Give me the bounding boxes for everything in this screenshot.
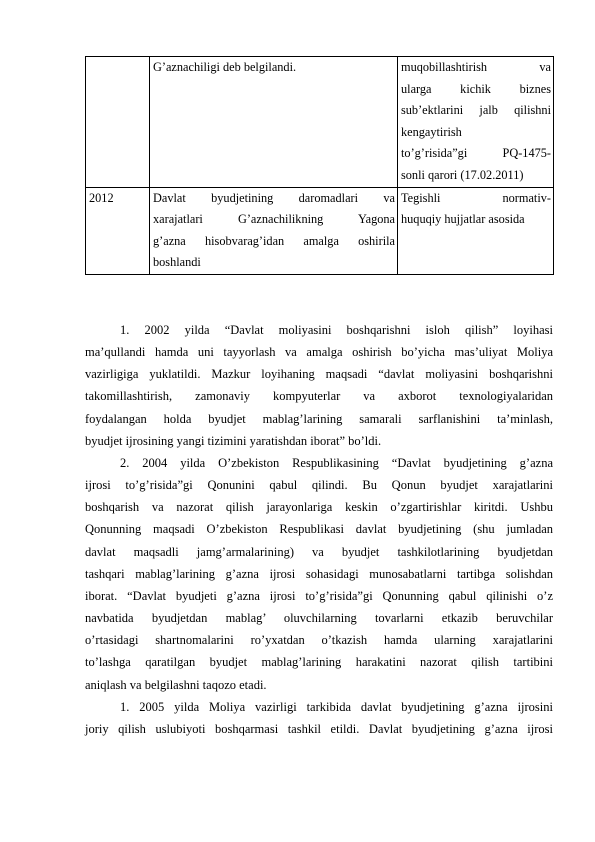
table-row (86, 57, 554, 188)
event-cell (150, 187, 398, 274)
text-line: 1. 2002 yilda “Davlat moliyasini boshqarishni isloh qilish” loyihasi (120, 323, 553, 337)
paragraph-2004-law (85, 452, 553, 696)
cell-line: to’g’risida”gi PQ-1475- (401, 146, 551, 161)
text-line: iborat. “Davlat byudjeti g’azna ijrosi to’g’risida”gi Qonunning qabul qilinishi o’z (85, 588, 553, 603)
text-line: boshqarish va nazorat qilish jarayonlariga keskin o’zgartirishlar kiritdi. Ushbu (85, 500, 553, 515)
year-cell (86, 57, 150, 188)
text-line: foydalangan holda byudjet mablag’larining samarali sarflanishini ta’minlash, (85, 411, 553, 426)
cell-line: xarajatlari G’aznachilikning Yagona (153, 212, 395, 227)
basis-cell (398, 187, 554, 274)
cell-line: boshlandi (153, 255, 201, 270)
body-text (85, 319, 553, 740)
text-line: Qonunning maqsadi O’zbekiston Respublikasi davlat byudjetining (shu jumladan (85, 522, 553, 537)
cell-line: G’aznachiligi deb belgilandi. (153, 60, 297, 74)
year-cell: 2012 (86, 187, 150, 274)
cell-line: sub’ektlarini jalb qilishni (401, 103, 551, 118)
text-line: to’lashga qaratilgan byudjet mablag’larining harakatini nazorat qilish tartibini (85, 655, 553, 670)
text-line: aniqlash va belgilashni taqozo etadi. (85, 677, 267, 692)
cell-line: g’azna hisobvarag’idan amalga oshirila (153, 233, 395, 248)
cell-line: ularga kichik biznes (401, 81, 551, 96)
text-line: ma’qullandi hamda uni tayyorlash va amalga oshirish bo’yicha mas’uliyat Moliya (85, 345, 553, 360)
basis-cell (398, 57, 554, 188)
cell-line: kengaytirish (401, 124, 462, 139)
paragraph-2005-department (85, 696, 553, 740)
text-line: tashqari mablag’larining g’azna ijrosi sohasidagi munosabatlarni tartibga solishdan (85, 566, 553, 581)
text-line: o’rtasidagi shartnomalarini ro’yxatdan o’tkazish hamda ularning xarajatlarini (85, 633, 553, 648)
event-cell (150, 57, 398, 188)
text-line: 1. 2005 yilda Moliya vazirligi tarkibida davlat byudjetining g’azna ijrosini (120, 699, 553, 714)
text-line: ijrosi to’g’risida”gi Qonunini qabul qilindi. Bu Qonun byudjet xarajatlarini (85, 478, 553, 493)
cell-line: huquqiy hujjatlar asosida (401, 212, 525, 227)
cell-line: Tegishli normativ- (401, 190, 551, 205)
cell-line: sonli qarori (17.02.2011) (401, 167, 524, 182)
table-row (86, 187, 554, 274)
text-line: 2. 2004 yilda O’zbekiston Respublikasining “Davlat byudjetining g’azna (120, 455, 553, 470)
history-table (85, 56, 554, 275)
text-line: vazirligiga yuklatildi. Mazkur loyihaning maqsadi “davlat moliyasini boshqarishni (85, 367, 553, 382)
text-line: byudjet ijrosining yangi tizimini yaratishdan iborat” bo’ldi. (85, 433, 382, 448)
paragraph-2002-project (85, 319, 553, 452)
text-line: navbatida byudjetdan mablag’ oluvchilarning tovarlarni etkazib beruvchilar (85, 611, 553, 626)
cell-line: Davlat byudjetining daromadlari va (153, 190, 395, 205)
text-line: takomillashtirish, zamonaviy kompyuterlar va axborot texnologiyalaridan (85, 389, 553, 404)
text-line: joriy qilish uslubiyoti boshqarmasi tashkil etildi. Davlat byudjetining g’azna ijrosi (85, 721, 553, 736)
text-line: davlat maqsadli jamg’armalarining) va byudjet tashkilotlarining byudjetdan (85, 544, 553, 559)
cell-line: muqobillashtirish va (401, 60, 551, 74)
